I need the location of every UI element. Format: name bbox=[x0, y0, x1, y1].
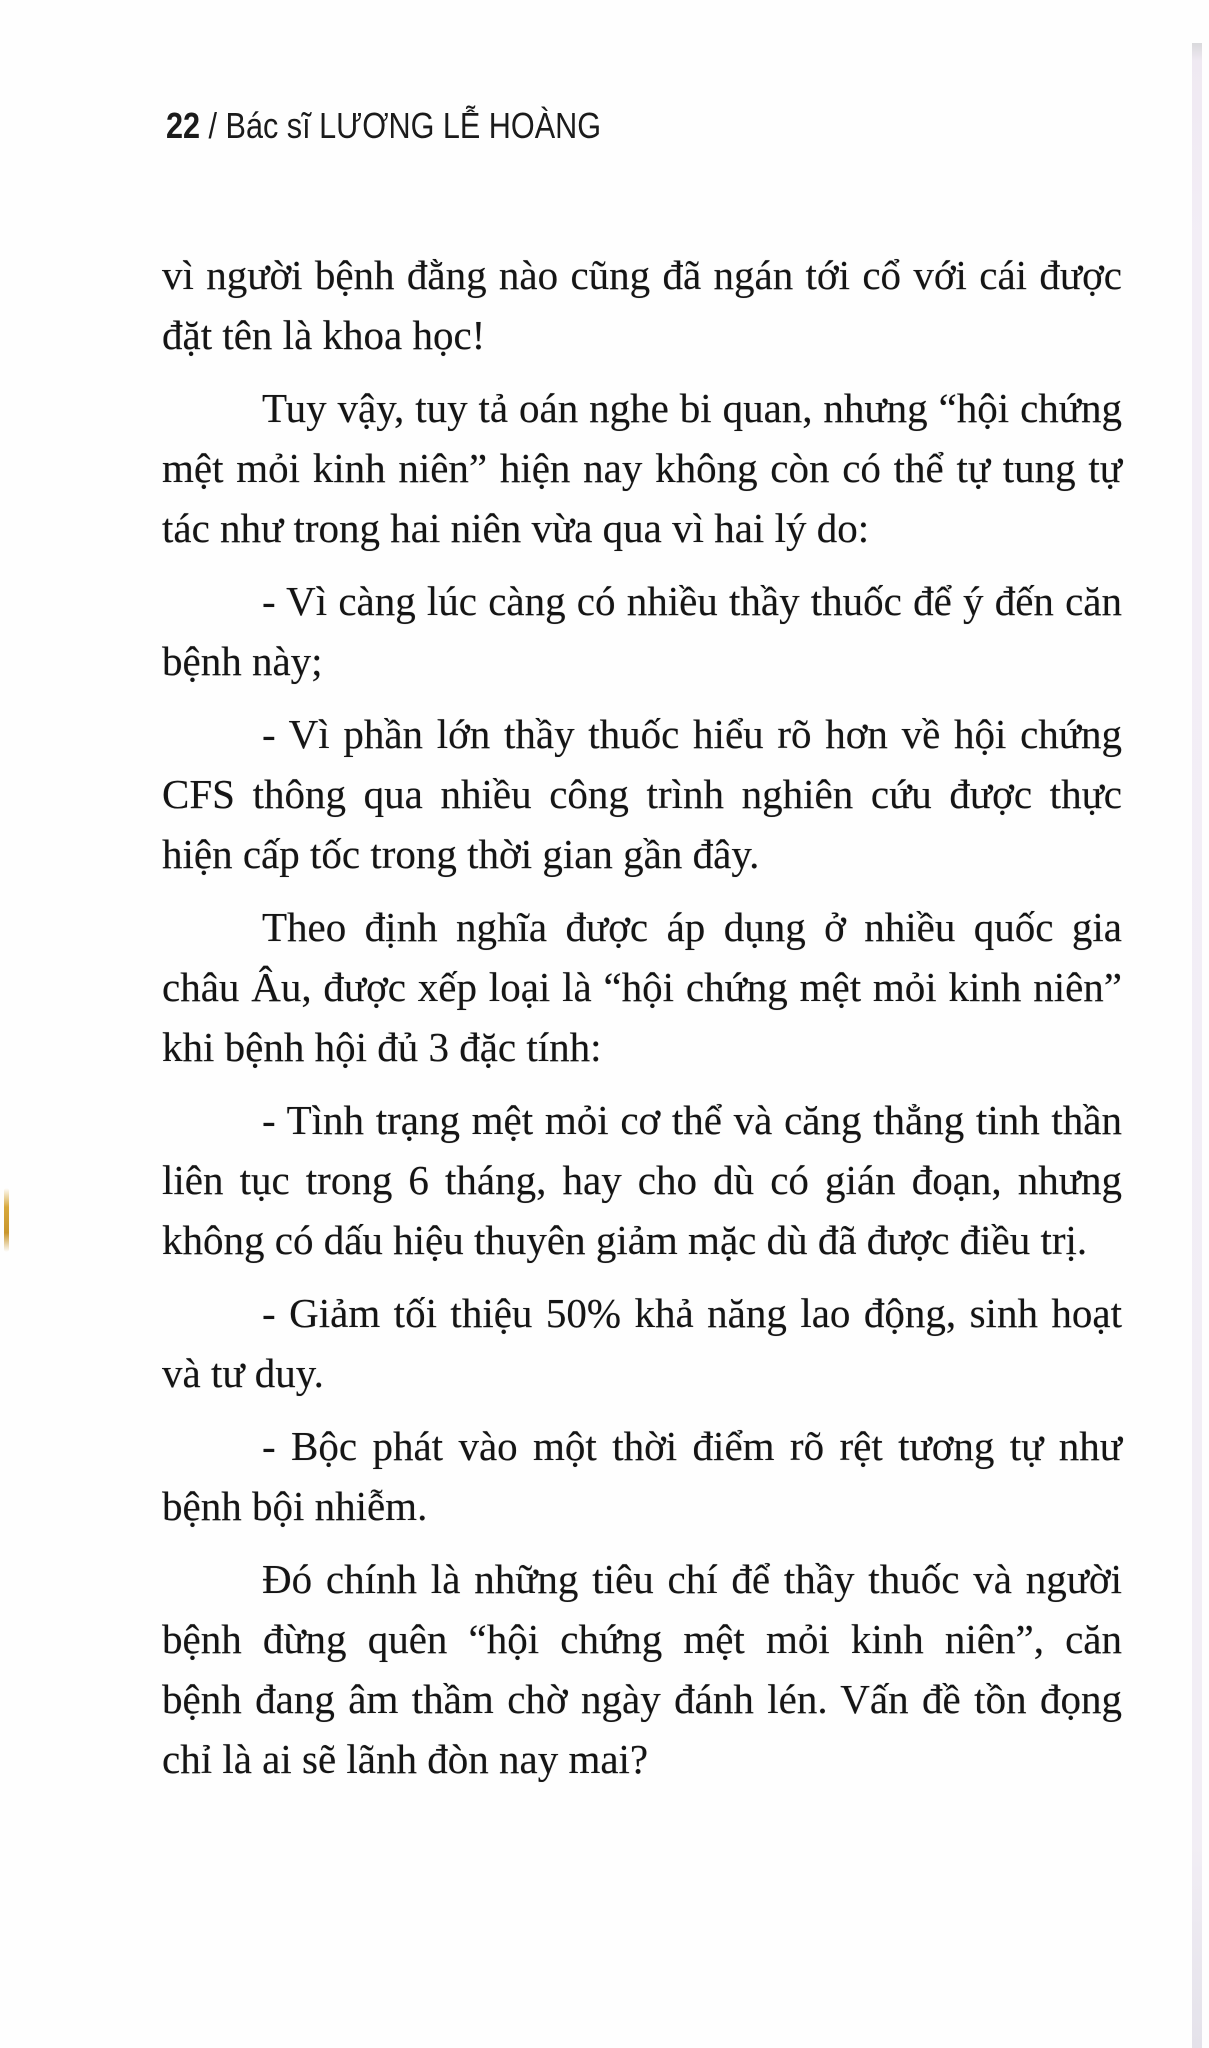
text-line: vì người bệnh đằng nào cũng đã ngán tới cổ với cái được bbox=[162, 252, 1122, 298]
text-line: và tư duy. bbox=[162, 1350, 324, 1396]
text-line: khi bệnh hội đủ 3 đặc tính: bbox=[162, 1024, 602, 1070]
running-head-separator: / bbox=[200, 105, 226, 146]
text-line: CFS thông qua nhiều công trình nghiên cứu được thực bbox=[162, 771, 1122, 817]
text-line: - Giảm tối thiệu 50% khả năng lao động, sinh hoạt bbox=[262, 1290, 1122, 1336]
text-line: Tuy vậy, tuy tả oán nghe bi quan, nhưng “hội chứng bbox=[262, 385, 1122, 431]
paragraph-8-bullet bbox=[162, 1416, 1122, 1536]
text-line: tác như trong hai niên vừa qua vì hai lý do: bbox=[162, 505, 870, 551]
paragraph-1 bbox=[162, 245, 1122, 365]
text-line: Theo định nghĩa được áp dụng ở nhiều quốc gia bbox=[262, 904, 1122, 950]
text-line: không có dấu hiệu thuyên giảm mặc dù đã được điều trị. bbox=[162, 1217, 1088, 1263]
running-head bbox=[166, 105, 602, 148]
text-line: đặt tên là khoa học! bbox=[162, 312, 486, 358]
paragraph-9 bbox=[162, 1549, 1122, 1789]
text-line: - Vì phần lớn thầy thuốc hiểu rõ hơn về hội chứng bbox=[262, 711, 1122, 757]
text-line: Đó chính là những tiêu chí để thầy thuốc và người bbox=[262, 1556, 1122, 1602]
text-line: bệnh đừng quên “hội chứng mệt mỏi kinh niên”, căn bbox=[162, 1616, 1122, 1662]
text-line: liên tục trong 6 tháng, hay cho dù có gián đoạn, nhưng bbox=[162, 1157, 1122, 1203]
paragraph-6-bullet bbox=[162, 1090, 1122, 1270]
text-line: - Vì càng lúc càng có nhiều thầy thuốc để ý đến căn bbox=[262, 578, 1122, 624]
page-edge-strip bbox=[1192, 43, 1202, 2048]
paragraph-7-bullet bbox=[162, 1283, 1122, 1403]
paragraph-3-bullet bbox=[162, 571, 1122, 691]
paragraph-2 bbox=[162, 378, 1122, 558]
text-line: bệnh này; bbox=[162, 638, 323, 684]
paragraph-4-bullet bbox=[162, 704, 1122, 884]
text-line: mệt mỏi kinh niên” hiện nay không còn có thể tự tung tự bbox=[162, 445, 1122, 491]
text-line: hiện cấp tốc trong thời gian gần đây. bbox=[162, 831, 760, 877]
body-text bbox=[162, 245, 1122, 1789]
text-line: bệnh đang âm thầm chờ ngày đánh lén. Vấn đề tồn đọng bbox=[162, 1676, 1122, 1722]
paragraph-5 bbox=[162, 897, 1122, 1077]
page-number: 22 bbox=[166, 105, 201, 146]
text-line: - Bộc phát vào một thời điểm rõ rệt tương tự như bbox=[262, 1423, 1122, 1469]
text-line: bệnh bội nhiễm. bbox=[162, 1483, 428, 1529]
text-line: châu Âu, được xếp loại là “hội chứng mệt mỏi kinh niên” bbox=[162, 964, 1122, 1010]
text-line: chỉ là ai sẽ lãnh đòn nay mai? bbox=[162, 1736, 649, 1782]
running-head-author: Bác sĩ LƯƠNG LỄ HOÀNG bbox=[225, 105, 602, 146]
left-margin-highlight-mark bbox=[4, 1188, 9, 1252]
text-line: - Tình trạng mệt mỏi cơ thể và căng thẳng tinh thần bbox=[262, 1097, 1122, 1143]
